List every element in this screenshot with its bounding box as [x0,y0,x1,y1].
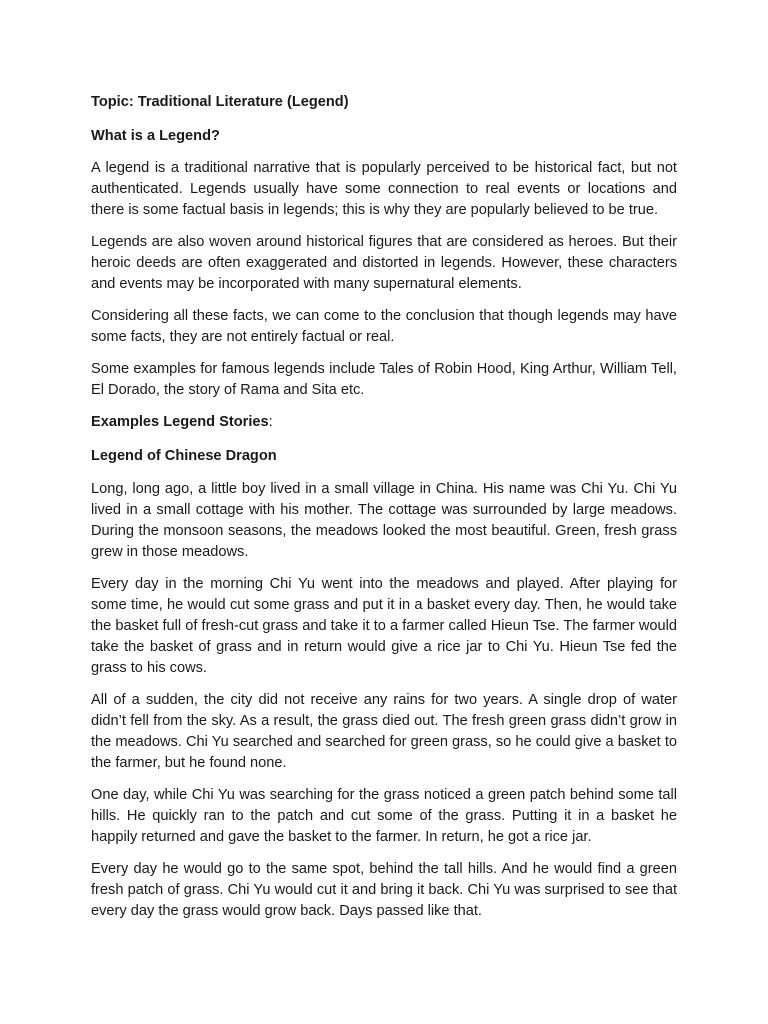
examples-heading-line [91,412,677,433]
story-paragraph: Long, long ago, a little boy lived in a small village in China. His name was Chi Yu. Chi Yu lived in a small cottage with his mother. The cottage was surrounded by large meadows. During the monsoon seasons, the meadows looked the most beautiful. Green, fresh grass grew in those meadows. [91,481,677,560]
examples-heading-colon: : [268,414,273,430]
story-paragraph: One day, while Chi Yu was searching for the grass noticed a green patch behind some tall hills. He quickly ran to the patch and cut some of the grass. Putting it in a basket he happily returned and gave the basket to the farmer. In return, he got a rice jar. [91,787,677,845]
story-paragraph: All of a sudden, the city did not receive any rains for two years. A single drop of water didn’t fell from the sky. As a result, the grass died out. The fresh green grass didn’t grow in the meadows. Chi Yu searched and searched for green grass, so he could give a basket to the farmer, but he found none. [91,692,677,771]
document-page [91,92,677,933]
intro-paragraph: Some examples for famous legends include Tales of Robin Hood, King Arthur, William Tell, El Dorado, the story of Rama and Sita etc. [91,361,677,398]
story-title: Legend of Chinese Dragon [91,448,277,464]
intro-paragraph: Considering all these facts, we can come to the conclusion that though legends may have some facts, they are not entirely factual or real. [91,308,677,345]
section-heading: What is a Legend? [91,128,220,144]
story-paragraph: Every day he would go to the same spot, behind the tall hills. And he would find a green fresh patch of grass. Chi Yu would cut it and bring it back. Chi Yu was surprised to see that every day the grass would grow back. Days passed like that. [91,861,677,919]
examples-heading: Examples Legend Stories [91,414,269,430]
intro-paragraph: A legend is a traditional narrative that is popularly perceived to be historical fact, but not authenticated. Legends usually have some connection to real events or locations and there is some factual basis in legends; this is why they are popularly believed to be true. [91,160,677,218]
intro-paragraph: Legends are also woven around historical figures that are considered as heroes. But their heroic deeds are often exaggerated and distorted in legends. However, these characters and events may be incorporated with many supernatural elements. [91,234,677,292]
document-title: Topic: Traditional Literature (Legend) [91,94,349,110]
story-paragraph: Every day in the morning Chi Yu went into the meadows and played. After playing for some time, he would cut some grass and put it in a basket every day. Then, he would take the basket full of fresh-cut grass and take it to a farmer called Hieun Tse. The farmer would take the basket of grass and in return would give a rice jar to Chi Yu. Hieun Tse fed the grass to his cows. [91,576,677,676]
